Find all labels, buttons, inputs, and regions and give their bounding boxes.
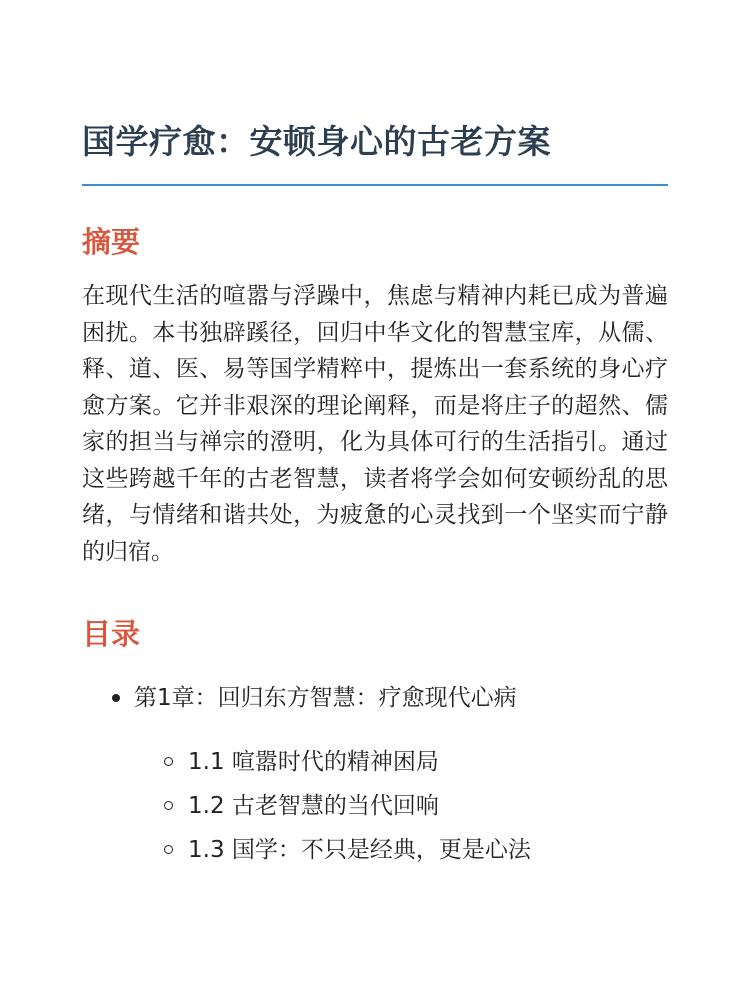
chapter-item [82,680,668,716]
toc-heading: 目录 [82,617,141,651]
document-title: 国学疗愈：安顿身心的古老方案 [82,122,551,161]
section-item [82,828,668,872]
bullet-circle-icon [164,757,173,766]
section-item [82,740,668,784]
section-label: 1.3 国学：不只是经典，更是心法 [188,837,531,863]
bullet-disc-icon [112,694,120,702]
section-item [82,784,668,828]
bullet-circle-icon [164,845,173,854]
abstract-heading: 摘要 [82,225,141,259]
chapter-label: 第1章：回归东方智慧：疗愈现代心病 [134,685,517,711]
section-label: 1.1 喧嚣时代的精神困局 [188,749,439,775]
chapter-sections [82,740,668,872]
bullet-circle-icon [164,801,173,810]
title-divider [82,184,668,186]
toc-chapter [82,680,668,872]
table-of-contents [82,680,668,872]
abstract-text: 在现代生活的喧嚣与浮躁中，焦虑与精神内耗已成为普遍困扰。本书独辟蹊径，回归中华文化的智慧宝库，从儒、释、道、医、易等国学精粹中，提炼出一套系统的身心疗愈方案。它并非艰深的理论阐释，而是将庄子的超然、儒家的担当与禅宗的澄明，化为具体可行的生活指引。通过这些跨越千年的古老智慧，读者将学会如何安顿纷乱的思绪，与情绪和谐共处，为疲惫的心灵找到一个坚实而宁静的归宿。 [82,283,668,565]
section-label: 1.2 古老智慧的当代回响 [188,793,439,819]
